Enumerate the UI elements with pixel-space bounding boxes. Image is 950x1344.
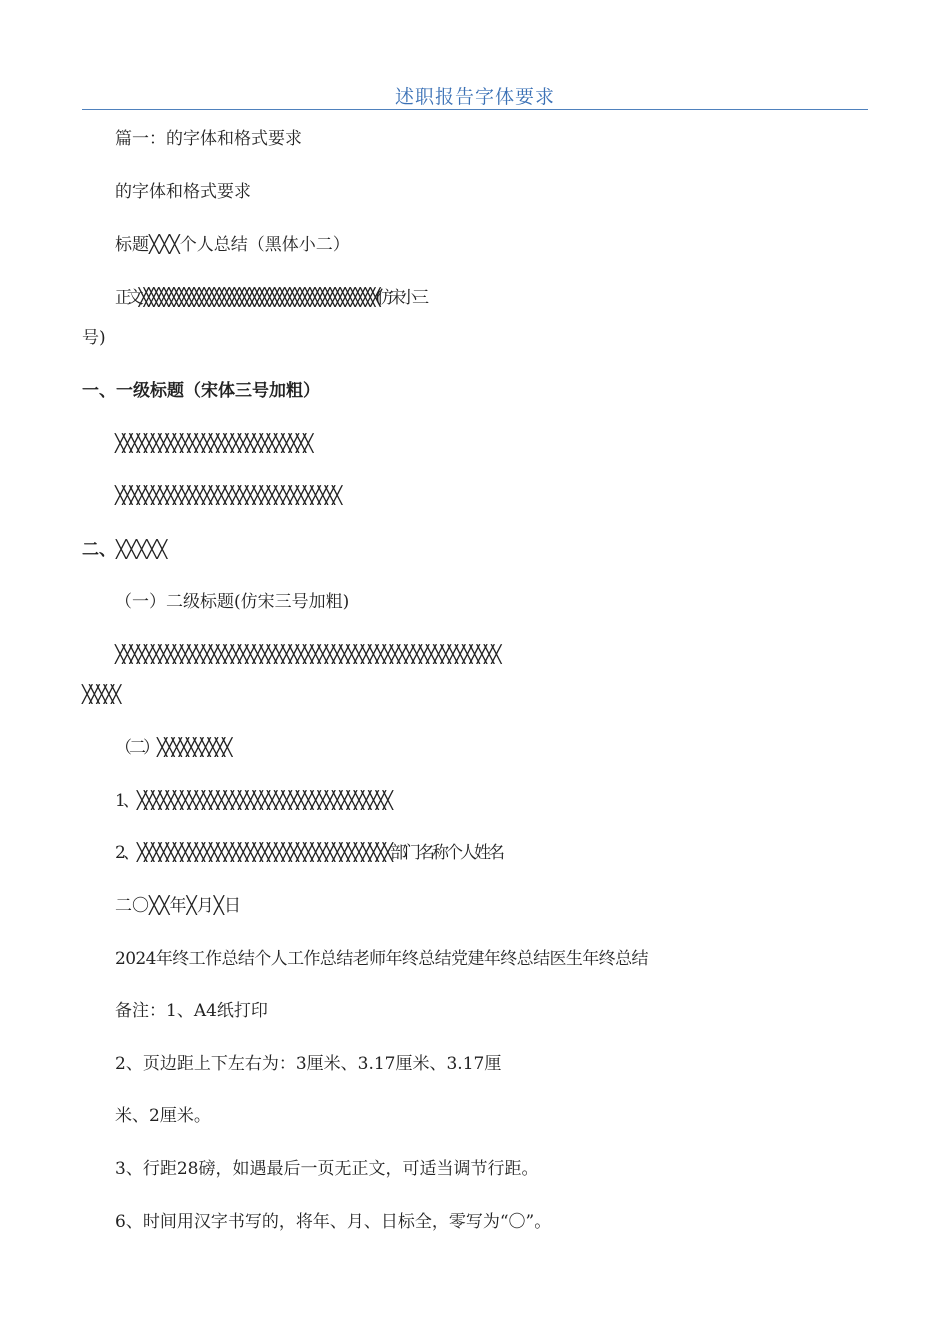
text-line: 3、行距28磅，如遇最后一页无正文，可适当调节行距。	[115, 1159, 539, 1179]
text-line: ╳╳╳╳╳╳╳╳╳╳╳╳╳╳╳╳╳╳╳╳╳╳╳╳╳╳╳	[115, 434, 311, 454]
text-line: 正文╳╳╳╳╳╳╳╳╳╳╳╳╳╳╳╳╳╳╳╳╳╳╳╳╳╳╳╳╳╳╳╳╳╳╳╳╳╳╳╳╳╳╳╳╳╳╳(仿宋小三	[115, 288, 424, 308]
text-line: 6、时间用汉字书写的，将年、月、日标全，零写为“〇”。	[115, 1212, 552, 1232]
text-line: 2、页边距上下左右为：3厘米、3.17厘米、3.17厘	[115, 1054, 502, 1074]
text-line: 篇一：的字体和格式要求	[115, 129, 302, 149]
text-line: 标题╳╳╳个人总结（黑体小二）	[115, 235, 350, 255]
subsection-heading: （一）二级标题(仿宋三号加粗)	[115, 592, 350, 612]
subsection-heading: （二）╳╳╳╳╳╳╳╳╳╳	[115, 738, 230, 758]
section-heading: 二、╳╳╳╳╳	[82, 540, 168, 560]
text-line: 1、╳╳╳╳╳╳╳╳╳╳╳╳╳╳╳╳╳╳╳╳╳╳╳╳╳╳╳╳╳╳╳╳╳╳╳	[115, 791, 391, 811]
title-underline	[82, 109, 868, 110]
text-line: 2024年终工作总结个人工作总结老师年终总结党建年终总结医生年终总结	[115, 949, 648, 969]
text-line: ╳╳╳╳╳	[82, 685, 119, 705]
text-line: ╳╳╳╳╳╳╳╳╳╳╳╳╳╳╳╳╳╳╳╳╳╳╳╳╳╳╳╳╳╳╳╳╳╳╳╳╳╳╳╳╳╳╳╳╳╳╳╳╳╳╳╳╳	[115, 645, 499, 665]
text-line: 米、2厘米。	[115, 1106, 211, 1126]
text-line: ╳╳╳╳╳╳╳╳╳╳╳╳╳╳╳╳╳╳╳╳╳╳╳╳╳╳╳╳╳╳╳	[115, 486, 340, 506]
section-heading: 一、一级标题（宋体三号加粗）	[82, 381, 320, 401]
text-line: 二〇╳╳年╳月╳日	[115, 896, 241, 916]
text-line: 2、╳╳╳╳╳╳╳╳╳╳╳╳╳╳╳╳╳╳╳╳╳╳╳╳╳╳╳╳╳╳╳╳╳╳╳部门名称个人姓名	[115, 843, 503, 863]
text-line: 的字体和格式要求	[115, 182, 251, 202]
document-title: 述职报告字体要求	[394, 86, 555, 108]
text-line: 备注：1、A4纸打印	[115, 1001, 268, 1021]
text-line: 号)	[82, 328, 106, 348]
